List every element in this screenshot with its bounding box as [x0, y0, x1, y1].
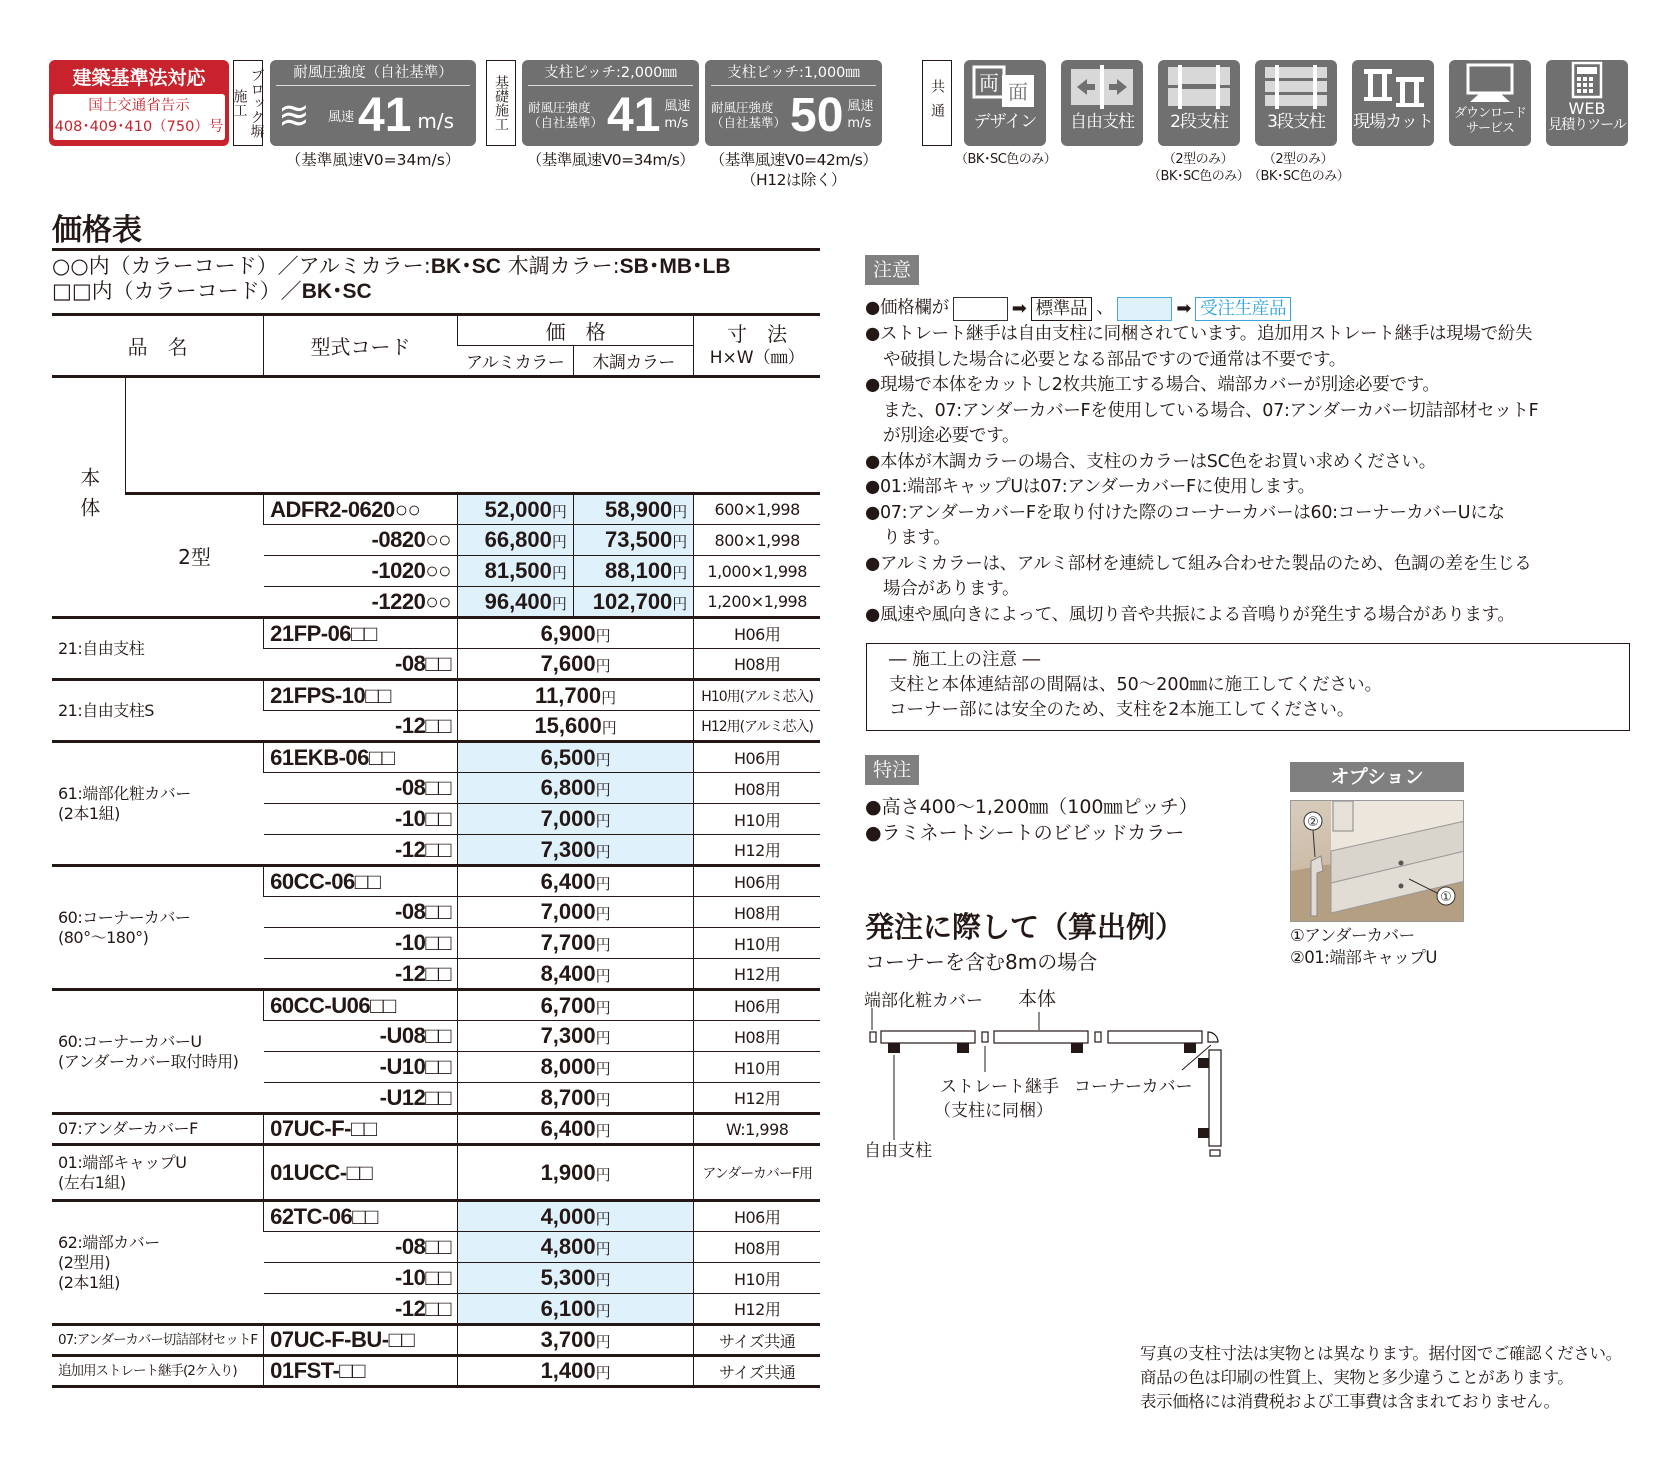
- product-name: [52, 1356, 264, 1387]
- strength-label: 耐風圧強度: [528, 100, 591, 115]
- legend-wood-codes: SB･MB･LB: [619, 255, 731, 278]
- header-code: 型式コード: [264, 315, 458, 377]
- footnote: 写真の支柱寸法は実物とは異なります。据付図でご確認ください。: [1140, 1344, 1622, 1363]
- feature-two-stage-post: [1158, 60, 1240, 146]
- footnote: 表示価格には消費税および工事費は含まれておりません。: [1140, 1392, 1560, 1411]
- notice-line: 国土交通省告示: [88, 98, 190, 114]
- dimension: H06用: [694, 742, 820, 773]
- model-code: -12□□: [264, 835, 458, 866]
- model-code: 01FST-□□: [264, 1356, 458, 1387]
- feature-label: 現場カット: [1353, 112, 1433, 132]
- feature-label: WEB: [1568, 99, 1606, 118]
- caption-line: （BK･SC色のみ）: [1248, 169, 1350, 184]
- price: 7,300円: [457, 1021, 693, 1052]
- model-code: 60CC-06□□: [264, 866, 458, 897]
- model-code: -12□□: [264, 711, 458, 742]
- price: 7,700円: [457, 928, 693, 959]
- web-estimate-icon: [1567, 61, 1607, 99]
- table-row: [52, 990, 820, 1021]
- notice-number: 408･409･410（750）号: [54, 119, 224, 135]
- strength-label: 耐風圧強度: [711, 100, 774, 115]
- price-table: [52, 313, 820, 1388]
- header-price: 価 格: [457, 315, 693, 346]
- caption-line: （2型のみ）: [1262, 152, 1334, 167]
- body-type: 2型: [126, 494, 264, 618]
- product-name-line: (2本1組): [58, 803, 120, 823]
- divider: [52, 248, 820, 251]
- product-name-line: 07:アンダーカバー切詰部材セットF: [58, 1332, 258, 1348]
- feature-label: デザイン: [973, 112, 1037, 132]
- feature-label: 2段支柱: [1170, 112, 1228, 132]
- caption-line: （2型のみ）: [1162, 152, 1234, 167]
- model-code: -12□□: [264, 959, 458, 990]
- dimension: 600×1,998: [694, 494, 820, 525]
- download-service-icon: [1460, 62, 1520, 104]
- dimension: 1,000×1,998: [694, 556, 820, 587]
- pitch-1000-caption: [705, 150, 882, 190]
- header-price-aluminum: アルミカラー: [457, 346, 573, 377]
- wind-value: 50: [790, 88, 844, 142]
- model-code: -1020○○: [264, 556, 458, 587]
- badge-title: 建築基準法対応: [72, 67, 206, 89]
- wind-value: 41: [607, 88, 661, 142]
- feature-label: サービス: [1465, 121, 1514, 136]
- feature-label: ダウンロード: [1453, 106, 1526, 121]
- badge-notice: [53, 94, 225, 140]
- price: 8,000円: [457, 1052, 693, 1083]
- caution-item: ●01:端部キャップUは07:アンダーカバーFに使用します。: [865, 477, 1315, 497]
- ordering-subtitle: コーナーを含む8mの場合: [865, 950, 1098, 974]
- price-wood: 73,500円: [573, 525, 693, 556]
- price: 7,000円: [457, 897, 693, 928]
- dimension: H06用: [694, 1201, 820, 1232]
- dimension: H08用: [694, 649, 820, 680]
- feature-three-stage-post: [1255, 60, 1337, 146]
- model-code: -10□□: [264, 804, 458, 835]
- caution-item: が別途必要です。: [883, 426, 1020, 446]
- price-wood: 88,100円: [573, 556, 693, 587]
- svg-text:両: 両: [979, 71, 999, 95]
- dimension: H12用(アルミ芯入): [694, 711, 820, 742]
- color-code-legend-1: [52, 254, 731, 279]
- note-line: 支柱と本体連結部の間隔は、50〜200㎜に施工してください。: [889, 675, 1383, 695]
- model-code: 21FPS-10□□: [264, 680, 458, 711]
- table-row: [52, 1145, 820, 1201]
- product-name-line: 60:コーナーカバー: [58, 907, 191, 927]
- model-code: -U08□□: [264, 1021, 458, 1052]
- model-code: 61EKB-06□□: [264, 742, 458, 773]
- foundation-text: 基礎施工: [493, 75, 509, 131]
- dimension: H06用: [694, 618, 820, 649]
- product-name: [52, 1201, 264, 1325]
- group-label-text: 本体: [76, 467, 101, 527]
- dimension: 800×1,998: [694, 525, 820, 556]
- table-row: [52, 742, 820, 773]
- table-row: [52, 680, 820, 711]
- header-price-wood: 木調カラー: [573, 346, 693, 377]
- wind-label: 風速: [664, 99, 691, 114]
- block-caption: （基準風速V0=34m/s）: [285, 151, 461, 169]
- wind-icon: ≋: [278, 93, 310, 137]
- price: 4,800円: [457, 1232, 693, 1263]
- made-to-order-label: 受注生産品: [1195, 297, 1291, 321]
- pitch-2000-badge: [522, 60, 699, 146]
- product-name-line: 21:自由支柱: [58, 638, 145, 658]
- foundation-label: [486, 60, 516, 146]
- special-order-tag: 特注: [865, 755, 919, 785]
- dimension: H06用: [694, 866, 820, 897]
- price: 5,300円: [457, 1263, 693, 1294]
- legend-text: ○○内（カラーコード）／アルミカラー:: [52, 254, 431, 278]
- separator: 、: [1096, 297, 1114, 318]
- table-row: [52, 1114, 820, 1145]
- price-table-title: 価格表: [52, 213, 142, 248]
- product-name-line: 追加用ストレート継手(2ケ入り): [58, 1363, 237, 1379]
- table-row: [52, 1356, 820, 1387]
- dimension: H08用: [694, 773, 820, 804]
- label-block-wall: ブロック塀: [248, 68, 265, 138]
- price: 7,300円: [457, 835, 693, 866]
- made-to-order-swatch: [1117, 297, 1172, 321]
- strength-sub: （自社基準）: [711, 115, 787, 130]
- price: 15,600円: [457, 711, 693, 742]
- option-title: オプション: [1290, 762, 1464, 792]
- product-name: [52, 680, 264, 742]
- price: 6,900円: [457, 618, 693, 649]
- price: 6,800円: [457, 773, 693, 804]
- price: 7,000円: [457, 804, 693, 835]
- model-code: 01UCC-□□: [264, 1145, 458, 1201]
- label-straight-joint-note: （支柱に同梱）: [934, 1101, 1053, 1121]
- legend-text: □□内（カラーコード）／: [52, 279, 302, 303]
- table-row: [52, 1201, 820, 1232]
- label-free-post: 自由支柱: [864, 1141, 932, 1161]
- feature-label: 自由支柱: [1070, 112, 1134, 132]
- model-code: -U10□□: [264, 1052, 458, 1083]
- dimension: サイズ共通: [694, 1325, 820, 1356]
- wind-header: 耐風圧強度（自社基準）: [276, 60, 470, 86]
- product-name: [52, 742, 264, 866]
- price: 11,700円: [457, 680, 693, 711]
- price: 6,500円: [457, 742, 693, 773]
- dimension: H06用: [694, 990, 820, 1021]
- wind-unit: m/s: [417, 109, 455, 133]
- empty-cell: [126, 377, 820, 494]
- model-code: -08□□: [264, 649, 458, 680]
- label-corner-cover: コーナーカバー: [1074, 1077, 1193, 1097]
- product-name: [52, 618, 264, 680]
- option-photo: [1290, 800, 1464, 922]
- product-name-line: (2本1組): [58, 1272, 120, 1292]
- legend-alu-codes: BK･SC: [430, 255, 501, 278]
- caution-item: 場合があります。: [883, 579, 1020, 599]
- design-icon: [970, 63, 1040, 109]
- site-cut-icon: [1358, 63, 1428, 109]
- wind-unit: m/s: [847, 116, 872, 131]
- model-code: 62TC-06□□: [264, 1201, 458, 1232]
- model-code: -08□□: [264, 773, 458, 804]
- pitch-1000-badge: [705, 60, 882, 146]
- table-row: [52, 618, 820, 649]
- color-code-legend-2: [52, 279, 372, 304]
- feature-caption: [1248, 151, 1348, 185]
- price: 1,400円: [457, 1356, 693, 1387]
- option-caption: ①アンダーカバー: [1290, 926, 1415, 945]
- model-code: 21FP-06□□: [264, 618, 458, 649]
- dimension: サイズ共通: [694, 1356, 820, 1387]
- dim-label: 寸 法: [727, 321, 788, 346]
- under-cover-illustration: [1291, 801, 1464, 922]
- price: 6,400円: [457, 1114, 693, 1145]
- product-name: [52, 866, 264, 990]
- feature-download-service: [1449, 60, 1531, 146]
- product-name-line: 01:端部キャップU: [58, 1152, 187, 1172]
- price: 7,600円: [457, 649, 693, 680]
- model-code: 07UC-F-BU-□□: [264, 1325, 458, 1356]
- caution-item: ●ストレート継手は自由支柱に同梱されています。追加用ストレート継手は現場で紛失: [865, 324, 1533, 344]
- table-row: [52, 1325, 820, 1356]
- price: 6,700円: [457, 990, 693, 1021]
- option-caption: ②01:端部キャップU: [1290, 948, 1437, 967]
- feature-site-cut: [1352, 60, 1434, 146]
- price-wood: 102,700円: [573, 587, 693, 618]
- caution-item: ります。: [883, 528, 951, 548]
- model-code: ADFR2-0620○○: [264, 494, 458, 525]
- price: 8,400円: [457, 959, 693, 990]
- product-name: [52, 1325, 264, 1356]
- price-aluminum: 52,000円: [457, 494, 573, 525]
- note-title: ― 施工上の注意 ―: [889, 650, 1041, 670]
- dimension: H10用: [694, 928, 820, 959]
- legend-text: 木調カラー:: [500, 254, 620, 278]
- note-line: コーナー部には安全のため、支柱を2本施工してください。: [889, 700, 1355, 720]
- product-name-line: 60:コーナーカバーU: [58, 1031, 202, 1051]
- caution-tag: 注意: [865, 255, 919, 285]
- caption-line: （H12は除く）: [741, 171, 846, 189]
- price: 1,900円: [457, 1145, 693, 1201]
- product-name: [52, 1145, 264, 1201]
- model-code: -10□□: [264, 1263, 458, 1294]
- dimension: H12用: [694, 1294, 820, 1325]
- two-stage-post-icon: [1164, 63, 1234, 109]
- table-row: [52, 866, 820, 897]
- dimension: H10用: [694, 1052, 820, 1083]
- svg-text:面: 面: [1008, 80, 1028, 104]
- svg-text:①: ①: [1440, 890, 1452, 905]
- dimension: H12用: [694, 835, 820, 866]
- caution-item: ●本体が木調カラーの場合、支柱のカラーはSC色をお買い求めください。: [865, 451, 1436, 472]
- dimension: H08用: [694, 1232, 820, 1263]
- body-group-label: [52, 377, 126, 618]
- caution-item: また、07:アンダーカバーFを使用している場合、07:アンダーカバー切詰部材セットF: [883, 400, 1539, 421]
- strength-sub: （自社基準）: [528, 115, 604, 130]
- dimension: W:1,998: [694, 1114, 820, 1145]
- price-legend: [865, 295, 1635, 322]
- price: 8,700円: [457, 1083, 693, 1114]
- caution-list: [865, 322, 1635, 628]
- dimension: H10用: [694, 1263, 820, 1294]
- feature-caption: [1148, 151, 1248, 185]
- label-construction: 施工: [231, 89, 248, 117]
- price-aluminum: 96,400円: [457, 587, 573, 618]
- product-name-line: 07:アンダーカバーF: [58, 1119, 198, 1138]
- dimension: アンダーカバーF用: [694, 1145, 820, 1201]
- footnote: 商品の色は印刷の性質上、実物と多少違うことがあります。: [1140, 1368, 1574, 1387]
- caution-notes: [865, 295, 1635, 628]
- dimension: H10用(アルミ芯入): [694, 680, 820, 711]
- price: 6,400円: [457, 866, 693, 897]
- building-standard-badge: [49, 60, 229, 146]
- product-name: [52, 990, 264, 1114]
- feature-web-estimate: [1546, 60, 1628, 146]
- price: 4,000円: [457, 1201, 693, 1232]
- caution-item: や破損した場合に必要となる部品ですので通常は不要です。: [883, 349, 1346, 370]
- product-name: [52, 1114, 264, 1145]
- construction-note-box: [866, 643, 1630, 731]
- layout-diagram: [864, 988, 1268, 1190]
- model-code: -1220○○: [264, 587, 458, 618]
- product-name-line: (2型用): [58, 1252, 111, 1272]
- price: 6,100円: [457, 1294, 693, 1325]
- model-code: -12□□: [264, 1294, 458, 1325]
- arrow-right-icon: ➡: [1011, 297, 1027, 319]
- dim-unit: H×W（㎜）: [709, 347, 805, 368]
- product-name-line: 21:自由支柱S: [58, 700, 154, 720]
- product-name-line: (左右1組): [58, 1172, 126, 1192]
- standard-swatch: [953, 297, 1008, 321]
- dimension: H10用: [694, 804, 820, 835]
- model-code: -U12□□: [264, 1083, 458, 1114]
- pitch-header: 支柱ピッチ:1,000㎜: [711, 60, 876, 86]
- block-wall-label: [233, 60, 263, 146]
- product-name-line: (80°〜180°): [58, 927, 149, 947]
- option-captions: [1290, 925, 1437, 969]
- wind-label: 風速: [328, 109, 355, 125]
- model-code: -08□□: [264, 1232, 458, 1263]
- legend-text: ●価格欄が: [865, 297, 949, 318]
- three-stage-post-icon: [1261, 63, 1331, 109]
- price-wood: 58,900円: [573, 494, 693, 525]
- caution-item: ●風速や風向きによって、風切り音や共振による音鳴りが発生する場合があります。: [865, 604, 1515, 625]
- pitch-header: 支柱ピッチ:2,000㎜: [528, 60, 693, 86]
- model-code: -10□□: [264, 928, 458, 959]
- legend-codes: BK･SC: [301, 280, 372, 303]
- feature-design: [964, 60, 1046, 146]
- special-order-item: ●ラミネートシートのビビッドカラー: [865, 822, 1185, 844]
- model-code: 60CC-U06□□: [264, 990, 458, 1021]
- price: 3,700円: [457, 1325, 693, 1356]
- caution-item: ●アルミカラーは、アルミ部材を連続して組み合わせた製品のため、色調の差を生じる: [865, 553, 1532, 574]
- model-code: 07UC-F-□□: [264, 1114, 458, 1145]
- footnotes: [1140, 1342, 1622, 1414]
- common-label: [922, 60, 952, 146]
- wind-label: 風速: [847, 99, 874, 114]
- label-end-cover: 端部化粧カバー: [864, 991, 983, 1011]
- wind-unit: m/s: [664, 116, 689, 131]
- label-body: 本体: [1018, 988, 1057, 1010]
- price-aluminum: 81,500円: [457, 556, 573, 587]
- label-straight-joint: ストレート継手: [940, 1077, 1059, 1097]
- free-post-icon: [1067, 63, 1137, 109]
- product-name-line: 61:端部化粧カバー: [58, 783, 191, 803]
- feature-label: 見積りツール: [1548, 117, 1626, 133]
- dimension: H12用: [694, 959, 820, 990]
- dimension: H08用: [694, 1021, 820, 1052]
- dimension: 1,200×1,998: [694, 587, 820, 618]
- product-name-line: (アンダーカバー取付時用): [58, 1051, 239, 1071]
- ordering-title: 発注に際して（算出例）: [865, 910, 1185, 944]
- special-order-item: ●高さ400〜1,200㎜（100㎜ピッチ）: [865, 796, 1198, 818]
- product-name-line: 62:端部カバー: [58, 1232, 160, 1252]
- block-wind-badge: [270, 60, 476, 146]
- model-code: -0820○○: [264, 525, 458, 556]
- price-aluminum: 66,800円: [457, 525, 573, 556]
- feature-free-post: [1061, 60, 1143, 146]
- header-name: 品 名: [52, 315, 264, 377]
- feature-label: 3段支柱: [1267, 112, 1325, 132]
- standard-label: 標準品: [1031, 297, 1093, 321]
- svg-text:②: ②: [1307, 815, 1319, 830]
- caution-item: ●現場で本体をカットし2枚共施工する場合、端部カバーが別途必要です。: [865, 375, 1440, 395]
- feature-caption: （BK･SC色のみ）: [955, 152, 1057, 167]
- arrow-right-icon: ➡: [1176, 297, 1192, 319]
- model-code: -08□□: [264, 897, 458, 928]
- dimension: H08用: [694, 897, 820, 928]
- dimension: H12用: [694, 1083, 820, 1114]
- pitch-2000-caption: （基準風速V0=34m/s）: [526, 151, 695, 169]
- caution-item: ●07:アンダーカバーFを取り付けた際のコーナーカバーは60:コーナーカバーUにな: [865, 502, 1505, 523]
- common-text: 共通: [929, 79, 945, 127]
- caption-line: （BK･SC色のみ）: [1148, 169, 1250, 184]
- header-dimension: [694, 315, 820, 377]
- wind-value: 41: [358, 88, 412, 142]
- caption-line: （基準風速V0=42m/s）: [709, 151, 878, 169]
